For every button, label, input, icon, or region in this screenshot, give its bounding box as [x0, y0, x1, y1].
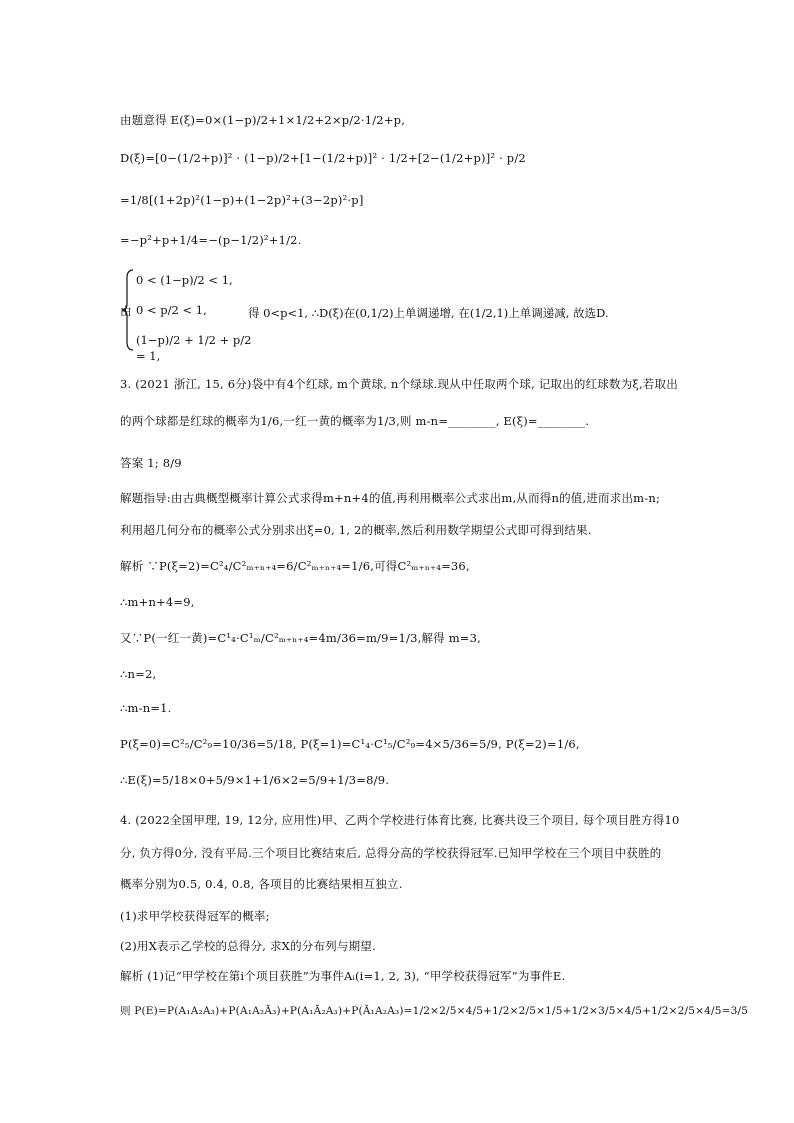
q3-solution-line-7: ∴E(ξ)=5/18×0+5/9×1+1/6×2=5/9+1/3=8/9.	[120, 773, 390, 787]
q4-stem-line-2: 分, 负方得0分, 没有平局.三个项目比赛结束后, 总得分高的学校获得冠军.已知甲学校在三个项目中获胜的	[120, 846, 662, 860]
system-conclusion: 得 0<p<1, ∴D(ξ)在(0,1/2)上单调递增, 在(1/2,1)上单调递减, 故选D.	[248, 306, 609, 320]
q3-solution-line-5: ∴m-n=1.	[120, 701, 172, 715]
variance-step-2: =−p²+p+1/4=−(p−1/2)²+1/2.	[120, 233, 302, 247]
expectation-line: 由题意得 E(ξ)=0×(1−p)/2+1×1/2+2×p/2·1/2+p,	[120, 113, 406, 127]
system-condition-1: 0 < (1−p)/2 < 1,	[136, 273, 233, 287]
q4-stem-line-3: 概率分别为0.5, 0.4, 0.8, 各项目的比赛结果相互独立.	[120, 877, 403, 891]
variance-line: D(ξ)=[0−(1/2+p)]² · (1−p)/2+[1−(1/2+p)]² · 1/2+[2−(1/2+p)]² · p/2	[120, 151, 526, 165]
q4-solution-line-1: 解析 (1)记“甲学校在第i个项目获胜”为事件Aᵢ(i=1, 2, 3), “甲学校获得冠军”为事件E.	[120, 969, 566, 983]
system-condition-2: 0 < p/2 < 1,	[136, 303, 207, 317]
system-condition-3: (1−p)/2 + 1/2 + p/2 = 1,	[136, 333, 252, 363]
q4-part-1: (1)求甲学校获得冠军的概率;	[120, 909, 270, 923]
q4-part-2: (2)用X表示乙学校的总得分, 求X的分布列与期望.	[120, 939, 376, 953]
q3-solution-line-3: 又∵P(一红一黄)=C¹₄·C¹ₘ/C²ₘ₊ₙ₊₄=4m/36=m/9=1/3,解得 m=3,	[120, 631, 482, 645]
q3-stem-line-1: 3. (2021 浙江, 15, 6分)袋中有4个红球, m个黄球, n个绿球.现从中任取两个球, 记取出的红球数为ξ,若取出	[120, 377, 678, 391]
q3-solution-line-4: ∴n=2,	[120, 667, 157, 681]
system-brace	[120, 268, 136, 352]
q3-stem-line-2: 的两个球都是红球的概率为1/6,一红一黄的概率为1/3,则 m-n=________, E(ξ)=________.	[120, 414, 590, 428]
q3-answer: 答案 1; 8/9	[120, 456, 182, 470]
q4-stem-line-1: 4. (2022全国甲理, 19, 12分, 应用性)甲、乙两个学校进行体育比赛, 比赛共设三个项目, 每个项目胜方得10	[120, 813, 680, 827]
q3-guide-line-2: 利用超几何分布的概率公式分别求出ξ=0, 1, 2的概率,然后利用数学期望公式即可得到结果.	[120, 523, 592, 537]
q4-solution-line-2: 则 P(E)=P(A₁A₂A₃)+P(A₁A₂Ā₃)+P(A₁Ā₂A₃)+P(Ā₁A₂A₃)=1/2×2/5×4/5+1/2×2/5×1/5+1/2×3/5×4/5+1/2×2/5×4/5=3/5	[120, 1005, 749, 1017]
q3-solution-line-6: P(ξ=0)=C²₅/C²₉=10/36=5/18, P(ξ=1)=C¹₄·C¹₅/C²₉=4×5/36=5/9, P(ξ=2)=1/6,	[120, 737, 580, 751]
q3-guide-line-1: 解题指导:由古典概型概率计算公式求得m+n+4的值,再利用概率公式求出m,从而得n的值,进而求出m-n;	[120, 491, 661, 505]
variance-step-1: =1/8[(1+2p)²(1−p)+(1−2p)²+(3−2p)²·p]	[120, 193, 364, 207]
q3-solution-line-1: 解析 ∵P(ξ=2)=C²₄/C²ₘ₊ₙ₊₄=6/C²ₘ₊ₙ₊₄=1/6,可得C²ₘ₊ₙ₊₄=36,	[120, 559, 470, 573]
system-label: 由	[120, 304, 132, 318]
q3-solution-line-2: ∴m+n+4=9,	[120, 595, 195, 609]
